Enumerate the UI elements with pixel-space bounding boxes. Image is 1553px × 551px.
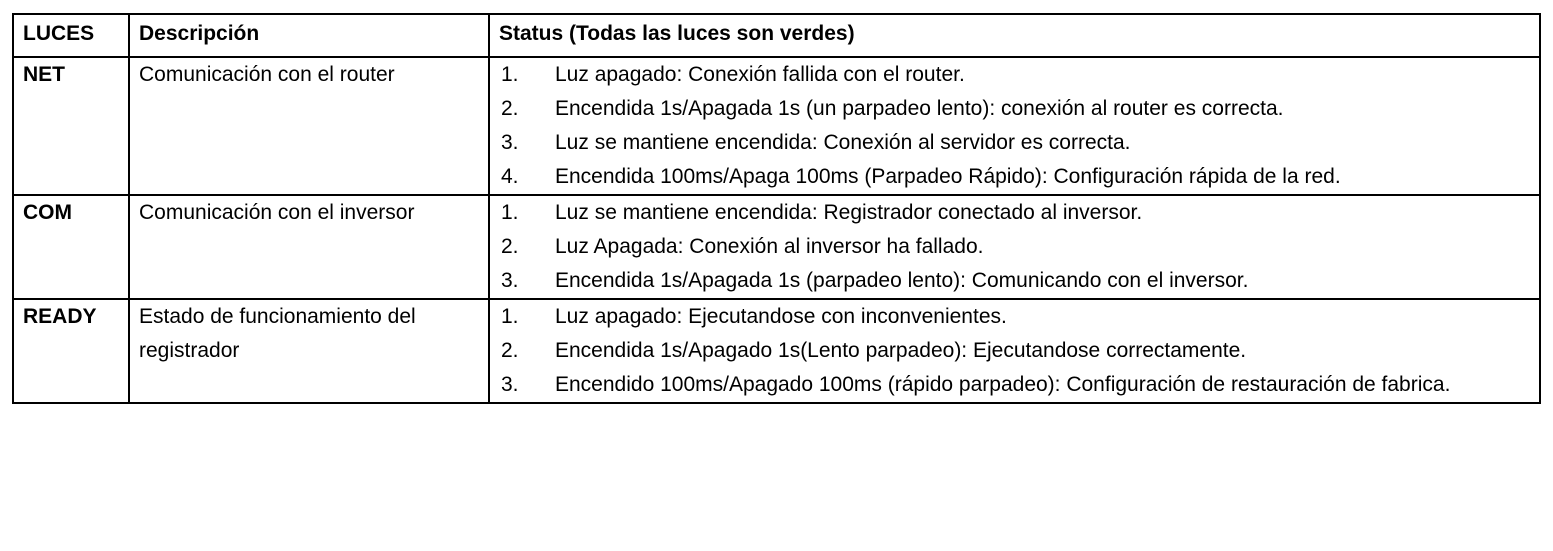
list-item-text: Encendida 1s/Apagado 1s(Lento parpadeo): Ejecutandose correctamente. xyxy=(555,339,1247,362)
list-item-number: 4. xyxy=(501,165,519,188)
list-item-number: 3. xyxy=(501,269,519,292)
status-list xyxy=(499,58,1530,194)
light-name: NET xyxy=(13,57,129,195)
light-name: COM xyxy=(13,195,129,299)
table-row-ready xyxy=(13,299,1540,403)
list-item-number: 1. xyxy=(501,201,519,224)
light-description: Comunicación con el inversor xyxy=(129,195,489,299)
table-row-net xyxy=(13,57,1540,195)
list-item-text: Luz apagado: Ejecutandose con inconvenientes. xyxy=(555,305,1007,328)
list-item-text: Luz se mantiene encendida: Conexión al servidor es correcta. xyxy=(555,131,1131,154)
status-cell xyxy=(489,57,1540,195)
list-item-number: 2. xyxy=(501,235,519,258)
status-list xyxy=(499,196,1530,298)
list-item-text: Encendida 100ms/Apaga 100ms (Parpadeo Rápido): Configuración rápida de la red. xyxy=(555,165,1341,188)
header-row xyxy=(13,14,1540,57)
status-list xyxy=(499,300,1530,402)
light-description: Comunicación con el router xyxy=(129,57,489,195)
list-item xyxy=(499,300,1530,334)
light-name: READY xyxy=(13,299,129,403)
table-row-com xyxy=(13,195,1540,299)
list-item-number: 1. xyxy=(501,63,519,86)
list-item-text: Encendido 100ms/Apagado 100ms (rápido parpadeo): Configuración de restauración de fabrica. xyxy=(555,373,1451,396)
list-item-number: 2. xyxy=(501,339,519,362)
list-item-number: 1. xyxy=(501,305,519,328)
list-item-number: 2. xyxy=(501,97,519,120)
list-item-text: Encendida 1s/Apagada 1s (un parpadeo lento): conexión al router es correcta. xyxy=(555,97,1284,120)
list-item xyxy=(499,368,1530,402)
list-item xyxy=(499,230,1530,264)
list-item xyxy=(499,160,1530,194)
list-item xyxy=(499,264,1530,298)
status-cell xyxy=(489,195,1540,299)
header-lights: LUCES xyxy=(13,14,129,57)
list-item xyxy=(499,126,1530,160)
list-item xyxy=(499,334,1530,368)
list-item xyxy=(499,58,1530,92)
list-item-number: 3. xyxy=(501,131,519,154)
list-item xyxy=(499,196,1530,230)
light-description: Estado de funcionamiento del registrador xyxy=(129,299,489,403)
list-item xyxy=(499,92,1530,126)
list-item-text: Luz se mantiene encendida: Registrador conectado al inversor. xyxy=(555,201,1143,224)
led-status-table xyxy=(12,13,1541,404)
status-cell xyxy=(489,299,1540,403)
list-item-text: Encendida 1s/Apagada 1s (parpadeo lento): Comunicando con el inversor. xyxy=(555,269,1249,292)
header-status: Status (Todas las luces son verdes) xyxy=(489,14,1540,57)
list-item-number: 3. xyxy=(501,373,519,396)
list-item-text: Luz apagado: Conexión fallida con el router. xyxy=(555,63,965,86)
header-description: Descripción xyxy=(129,14,489,57)
list-item-text: Luz Apagada: Conexión al inversor ha fallado. xyxy=(555,235,984,258)
